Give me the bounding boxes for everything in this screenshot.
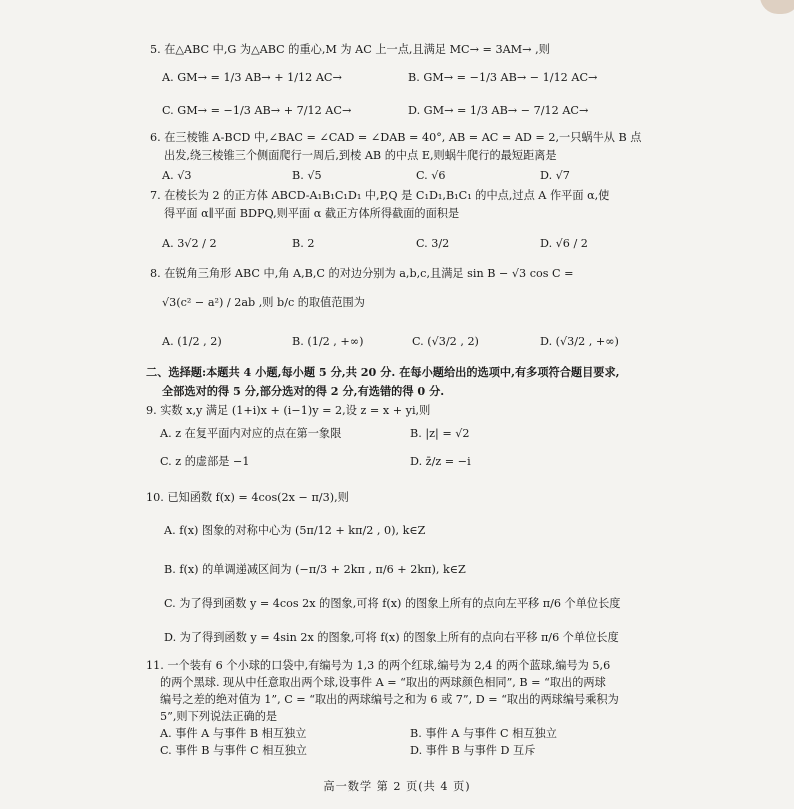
question-11-option-a: A. 事件 A 与事件 B 相互独立: [160, 727, 307, 740]
question-11-option-b: B. 事件 A 与事件 C 相互独立: [410, 727, 557, 740]
section-2-header: 二、选择题:本题共 4 小题,每小题 5 分,共 20 分. 在每小题给出的选项中,有多项符合题目要求,: [146, 365, 620, 379]
question-6-stem-line-1: 6. 在三棱锥 A-BCD 中,∠BAC = ∠CAD = ∠DAB = 40°, AB = AC = AD = 2,一只蜗牛从 B 点: [150, 131, 642, 144]
page-footer-text: 高一数学 第 2 页(共 4 页): [323, 780, 471, 793]
question-7-stem-line-1: 7. 在棱长为 2 的正方体 ABCD-A₁B₁C₁D₁ 中,P,Q 是 C₁D₁,B₁C₁ 的中点,过点 A 作平面 α,使: [150, 189, 610, 202]
question-10-option-c: C. 为了得到函数 y = 4cos 2x 的图象,可将 f(x) 的图象上所有的点向左平移 π/6 个单位长度: [164, 597, 621, 610]
question-7-option-d: D. √6 / 2: [540, 237, 588, 250]
question-8-stem-line-2: √3(c² − a²) / 2ab ,则 b/c 的取值范围为: [162, 296, 365, 309]
page-footer: [0, 778, 794, 794]
question-5-option-d: D. GM→ = 1/3 AB→ − 7/12 AC→: [408, 104, 589, 117]
question-11-option-c: C. 事件 B 与事件 C 相互独立: [160, 744, 307, 757]
question-6-option-d: D. √7: [540, 169, 570, 182]
question-9-option-c: C. z 的虚部是 −1: [160, 455, 250, 468]
question-6-option-c: C. √6: [416, 169, 446, 182]
question-9-stem: 9. 实数 x,y 满足 (1+i)x + (i−1)y = 2,设 z = x + yi,则: [146, 404, 431, 417]
question-5-option-b: B. GM→ = −1/3 AB→ − 1/12 AC→: [408, 71, 598, 84]
question-6-option-b: B. √5: [292, 169, 322, 182]
section-2-header-continued: 全部选对的得 5 分,部分选对的得 2 分,有选错的得 0 分.: [162, 384, 445, 398]
photo-edge-artifact: [760, 0, 794, 14]
question-10-stem: 10. 已知函数 f(x) = 4cos(2x − π/3),则: [146, 491, 349, 504]
question-9-option-a: A. z 在复平面内对应的点在第一象限: [160, 427, 342, 440]
question-6-stem-line-2: 出发,绕三棱锥三个侧面爬行一周后,到棱 AB 的中点 E,则蜗牛爬行的最短距离是: [164, 149, 557, 162]
question-5-option-a: A. GM→ = 1/3 AB→ + 1/12 AC→: [162, 71, 342, 84]
question-11-stem-line-4: 5”,则下列说法正确的是: [160, 710, 278, 723]
question-8-option-a: A. (1/2 , 2): [162, 335, 222, 348]
question-9-option-b: B. |z| = √2: [410, 427, 470, 440]
question-7-option-b: B. 2: [292, 237, 315, 250]
question-6-option-a: A. √3: [162, 169, 192, 182]
question-8-option-b: B. (1/2 , +∞): [292, 335, 364, 348]
question-8-option-c: C. (√3/2 , 2): [412, 335, 479, 348]
question-8-option-d: D. (√3/2 , +∞): [540, 335, 619, 348]
question-7-option-a: A. 3√2 / 2: [162, 237, 217, 250]
question-10-option-b: B. f(x) 的单调递减区间为 (−π/3 + 2kπ , π/6 + 2kπ), k∈Z: [164, 563, 466, 576]
question-11-stem-line-2: 的两个黑球. 现从中任意取出两个球,设事件 A = “取出的两球颜色相同”, B = “取出的两球: [160, 676, 606, 689]
question-11-option-d: D. 事件 B 与事件 D 互斥: [410, 744, 536, 757]
question-10-option-d: D. 为了得到函数 y = 4sin 2x 的图象,可将 f(x) 的图象上所有的点向右平移 π/6 个单位长度: [164, 631, 619, 644]
question-10-option-a: A. f(x) 图象的对称中心为 (5π/12 + kπ/2 , 0), k∈Z: [164, 524, 426, 537]
question-11-stem-line-3: 编号之差的绝对值为 1”, C = “取出的两球编号之和为 6 或 7”, D = “取出的两球编号乘积为: [160, 693, 619, 706]
question-5-option-c: C. GM→ = −1/3 AB→ + 7/12 AC→: [162, 104, 352, 117]
question-9-option-d: D. z̄/z = −i: [410, 455, 471, 468]
question-8-stem-line-1: 8. 在锐角三角形 ABC 中,角 A,B,C 的对边分别为 a,b,c,且满足 sin B − √3 cos C =: [150, 267, 574, 280]
question-5-stem: 5. 在△ABC 中,G 为△ABC 的重心,M 为 AC 上一点,且满足 MC→ = 3AM→ ,则: [150, 43, 550, 56]
question-7-stem-line-2: 得平面 α∥平面 BDPQ,则平面 α 截正方体所得截面的面积是: [164, 207, 460, 220]
question-7-option-c: C. 3/2: [416, 237, 450, 250]
question-11-stem-line-1: 11. 一个装有 6 个小球的口袋中,有编号为 1,3 的两个红球,编号为 2,4 的两个蓝球,编号为 5,6: [146, 659, 611, 672]
